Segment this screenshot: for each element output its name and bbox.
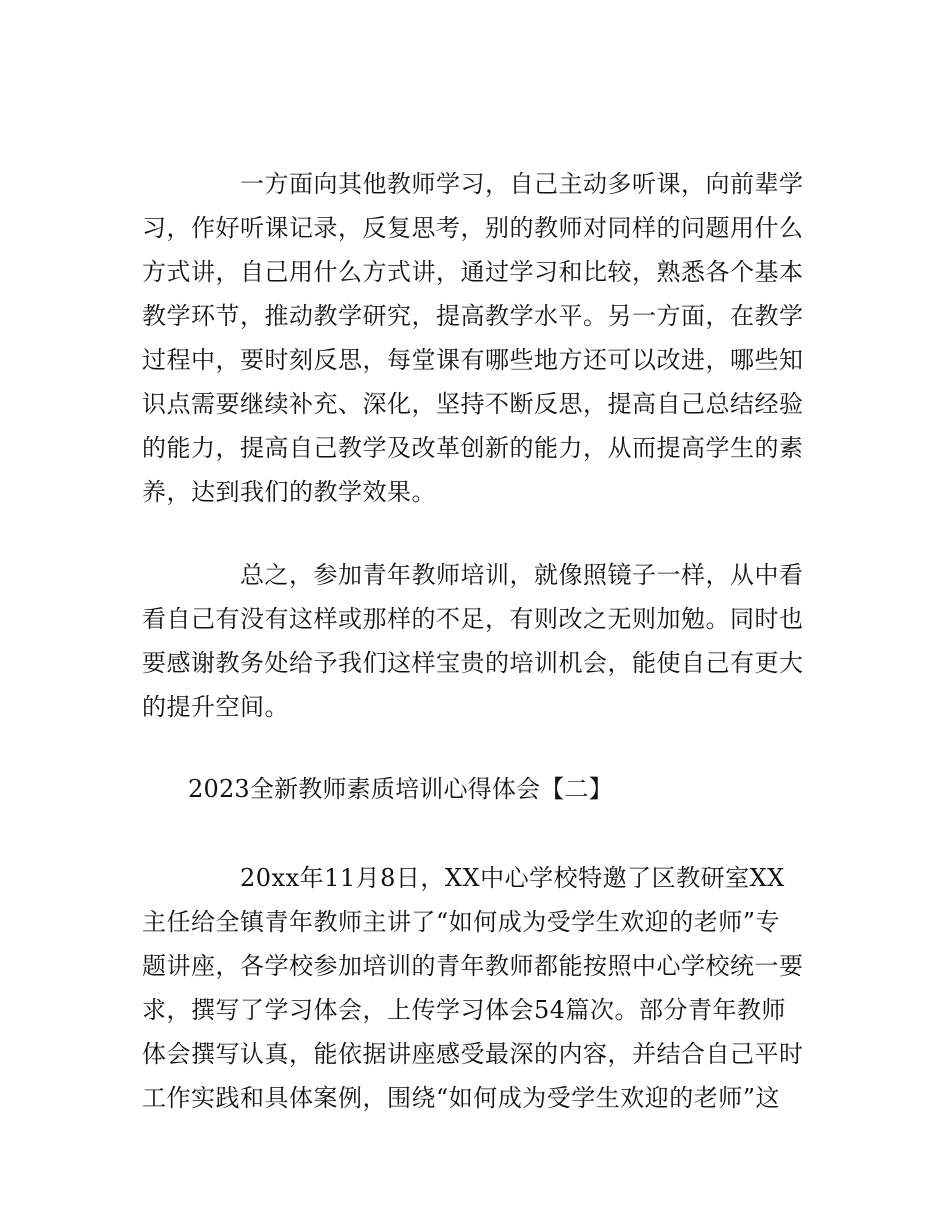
paragraph-1-line-3: 方式讲，自己用什么方式讲，通过学习和比较，熟悉各个基本 <box>142 258 804 286</box>
paragraph-3-line-3: 题讲座，各学校参加培训的青年教师都能按照中心学校统一要 <box>142 952 804 980</box>
paragraph-1-line-7: 的能力，提高自己教学及改革创新的能力，从而提高学生的素 <box>142 434 804 462</box>
paragraph-1-line-2: 习，作好听课记录，反复思考，别的教师对同样的问题用什么 <box>142 214 804 242</box>
paragraph-2-line-2: 看自己有没有这样或那样的不足，有则改之无则加勉。同时也 <box>142 605 804 633</box>
paragraph-2-line-3: 要感谢教务处给予我们这样宝贵的培训机会，能使自己有更大 <box>142 649 804 677</box>
paragraph-3-line-1: 20xx年11月8日，XX中心学校特邀了区教研室XX <box>240 864 785 892</box>
paragraph-3-line-5: 体会撰写认真，能依据讲座感受最深的内容，并结合自己平时 <box>142 1040 804 1068</box>
paragraph-2-line-4: 的提升空间。 <box>142 693 289 721</box>
paragraph-1-line-1: 一方面向其他教师学习，自己主动多听课，向前辈学 <box>240 170 804 198</box>
paragraph-1-line-6: 识点需要继续补充、深化，坚持不断反思，提高自己总结经验 <box>142 390 804 418</box>
paragraph-2-line-1: 总之，参加青年教师培训，就像照镜子一样，从中看 <box>240 561 804 589</box>
paragraph-1-line-5: 过程中，要时刻反思，每堂课有哪些地方还可以改进，哪些知 <box>142 346 804 374</box>
paragraph-1-line-8: 养，达到我们的教学效果。 <box>142 478 436 506</box>
section-heading: 2023全新教师素质培训心得体会【二】 <box>188 775 613 803</box>
paragraph-3-line-6: 工作实践和具体案例，围绕“如何成为受学生欢迎的老师”这 <box>142 1084 781 1112</box>
paragraph-1-line-4: 教学环节，推动教学研究，提高教学水平。另一方面，在教学 <box>142 302 804 330</box>
paragraph-3-line-2: 主任给全镇青年教师主讲了“如何成为受学生欢迎的老师”专 <box>142 908 781 936</box>
paragraph-3-line-4: 求，撰写了学习体会，上传学习体会54篇次。部分青年教师 <box>142 996 787 1024</box>
